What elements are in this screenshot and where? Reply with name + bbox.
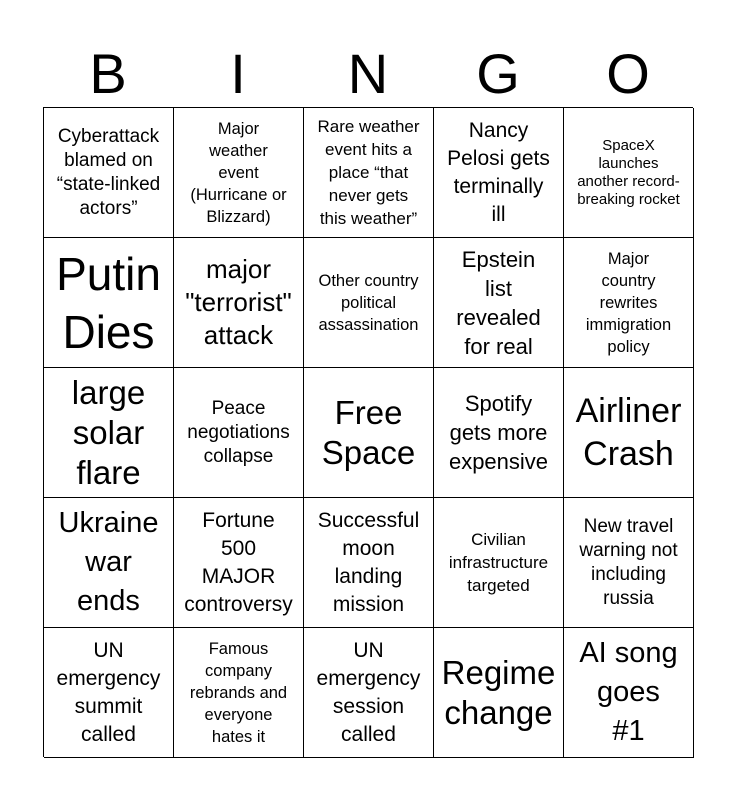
bingo-cell[interactable]: UN emergency summit called (44, 628, 174, 758)
bingo-cell[interactable]: Successful moon landing mission (304, 498, 434, 628)
header-letter-o: O (606, 42, 650, 105)
header-letter-b: B (89, 42, 127, 105)
bingo-cell[interactable]: Other country political assassination (304, 238, 434, 368)
bingo-cell[interactable]: Ukraine war ends (44, 498, 174, 628)
bingo-cell[interactable]: New travel warning not including russia (564, 498, 694, 628)
bingo-cell[interactable]: Nancy Pelosi gets terminally ill (434, 108, 564, 238)
bingo-grid (43, 107, 693, 757)
header-letter-i: I (230, 42, 246, 105)
bingo-cell[interactable]: Spotify gets more expensive (434, 368, 564, 498)
bingo-cell[interactable]: Major country rewrites immigration policy (564, 238, 694, 368)
bingo-header (43, 40, 693, 108)
bingo-cell[interactable]: Cyberattack blamed on “state-linked actors” (44, 108, 174, 238)
bingo-cell[interactable]: Epstein list revealed for real (434, 238, 564, 368)
bingo-cell[interactable]: Major weather event (Hurricane or Blizzard) (174, 108, 304, 238)
header-letter-g: G (476, 42, 520, 105)
bingo-cell[interactable]: Regime change (434, 628, 564, 758)
bingo-cell[interactable]: Fortune 500 MAJOR controversy (174, 498, 304, 628)
bingo-cell[interactable]: AI song goes #1 (564, 628, 694, 758)
bingo-cell[interactable]: Rare weather event hits a place “that never gets this weather” (304, 108, 434, 238)
bingo-cell[interactable]: large solar flare (44, 368, 174, 498)
header-letter-n: N (347, 42, 389, 105)
bingo-cell[interactable]: major "terrorist" attack (174, 238, 304, 368)
bingo-cell[interactable]: Civilian infrastructure targeted (434, 498, 564, 628)
bingo-cell[interactable]: Airliner Crash (564, 368, 694, 498)
bingo-cell[interactable]: Peace negotiations collapse (174, 368, 304, 498)
bingo-cell[interactable]: Famous company rebrands and everyone hates it (174, 628, 304, 758)
bingo-cell[interactable]: UN emergency session called (304, 628, 434, 758)
bingo-cell[interactable]: Free Space (304, 368, 434, 498)
bingo-cell[interactable]: Putin Dies (44, 238, 174, 368)
bingo-cell[interactable]: SpaceX launches another record- breaking rocket (564, 108, 694, 238)
